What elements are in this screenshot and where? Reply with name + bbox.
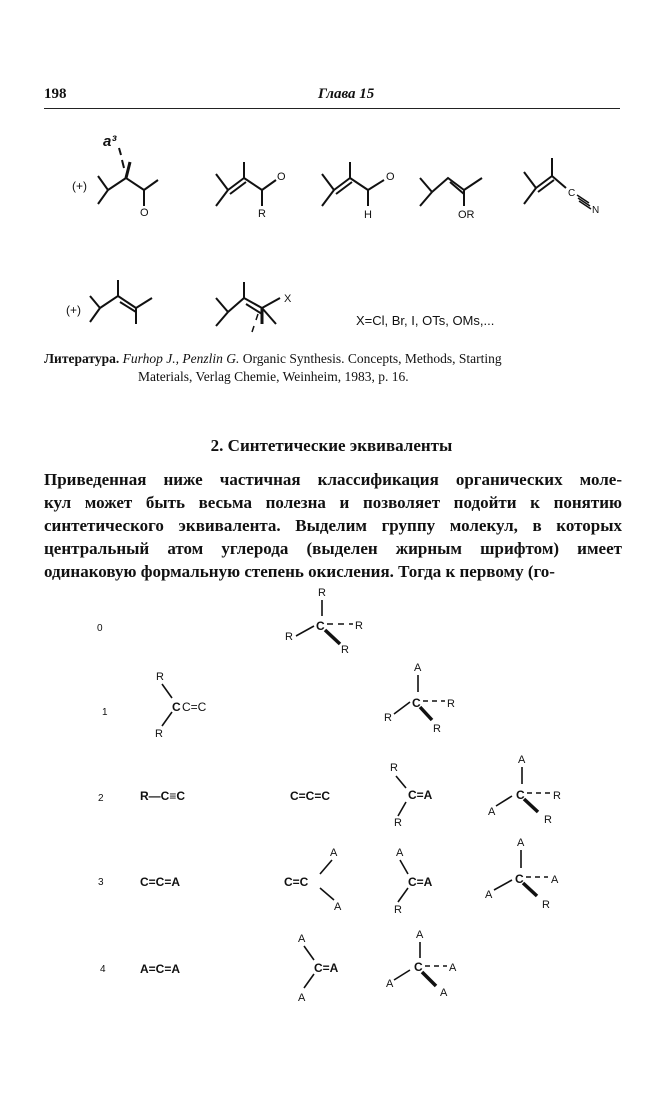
atom-r: R (394, 817, 402, 829)
atom-c: C (414, 960, 423, 974)
plus-label-1: (+) (72, 179, 87, 193)
literature-title: Organic Synthesis. Concepts, Methods, Starting (242, 351, 502, 366)
atom-a: A (440, 987, 448, 999)
paragraph-line: одинаковую формальную степень окисления. Тогда к первому (го- (44, 562, 555, 581)
atom-r: R (155, 728, 163, 740)
atom-a: A (298, 933, 306, 945)
x-substituent-list: X=Cl, Br, I, OTs, OMs,... (356, 313, 495, 328)
x-label: X (284, 293, 292, 305)
atom-a: A (298, 992, 306, 1004)
atom-a: A (551, 874, 559, 886)
atom-a: A (386, 978, 394, 990)
linear-cca: C=C=A (140, 875, 181, 889)
atom-c: C (412, 696, 421, 710)
paragraph-line: синтетического эквивалента. Выделим группу молекул, в которых (44, 516, 622, 535)
plus-label-2: (+) (66, 303, 81, 317)
atom-r: R (544, 814, 552, 826)
paragraph-line: центральный атом углерода (выделен жирным шрифтом) имеет (44, 539, 622, 558)
o-label-3: O (386, 171, 395, 183)
level-label-0: 0 (97, 623, 103, 634)
atom-r: R (318, 587, 326, 599)
atom-a: A (414, 662, 422, 674)
atom-r: R (394, 904, 402, 916)
or-label-4: OR (458, 209, 475, 221)
atom-a: A (396, 847, 404, 859)
literature-label: Литература. (44, 351, 120, 366)
atom-a: A (488, 806, 496, 818)
h-label-3: H (364, 209, 372, 221)
atom-r: R (553, 790, 561, 802)
o-label-1: O (140, 207, 149, 219)
paragraph-line: Приведенная ниже частичная классификация органических моле- (44, 470, 622, 489)
atom-a: A (330, 847, 338, 859)
page-number: 198 (44, 86, 67, 102)
level-label-1: 1 (102, 707, 108, 718)
oxidation-level-figure (0, 580, 663, 1010)
o-label-2: O (277, 171, 286, 183)
atom-c: C (516, 788, 525, 802)
paragraph-line: кул может быть весьма полезна и позволяет подойти к понятию (44, 493, 622, 512)
atom-r: R (156, 671, 164, 683)
atom-c: C (515, 872, 524, 886)
body-paragraph (44, 468, 622, 583)
atom-r: R (384, 712, 392, 724)
atom-r: R (341, 644, 349, 656)
fragment-cc: C=C (284, 875, 309, 889)
atom-c-bold: C (172, 700, 181, 714)
atom-a: A (518, 754, 526, 766)
linear-aca: A=C=A (140, 962, 181, 976)
running-head: Глава 15 (318, 86, 375, 102)
c-label-5: C (568, 188, 576, 199)
literature-authors: Furhop J., Penzlin G. (122, 351, 240, 366)
c-eq-a: C=A (408, 788, 433, 802)
linear-ccc: C=C=C (290, 789, 331, 803)
level-label-4: 4 (100, 964, 106, 975)
header-rule (44, 108, 620, 109)
section-title: 2. Синтетические эквиваленты (210, 436, 453, 455)
atom-a: A (416, 929, 424, 941)
atom-r: R (542, 899, 550, 911)
atom-a: A (334, 901, 342, 913)
atom-a: A (485, 889, 493, 901)
level-label-2: 2 (98, 793, 104, 804)
synthon-structures-figure (0, 118, 663, 338)
synthon-label: a³ (103, 133, 117, 150)
atom-r: R (355, 620, 363, 632)
atom-r: R (285, 631, 293, 643)
atom-r: R (433, 723, 441, 735)
atom-a: A (517, 837, 525, 849)
level-label-3: 3 (98, 877, 104, 888)
literature-reference (44, 350, 622, 386)
linear-rcc: R—C≡C (140, 789, 185, 803)
atom-r: R (447, 698, 455, 710)
atom-r: R (390, 762, 398, 774)
atom-c: C (316, 619, 325, 633)
c-eq-a: C=A (314, 961, 339, 975)
c-eq-c: C=C (182, 700, 207, 714)
atom-a: A (449, 962, 457, 974)
r-label-2: R (258, 208, 266, 220)
literature-publisher: Materials, Verlag Chemie, Weinheim, 1983, p. 16. (138, 369, 409, 384)
n-label-5: N (592, 205, 600, 216)
c-eq-a: C=A (408, 875, 433, 889)
